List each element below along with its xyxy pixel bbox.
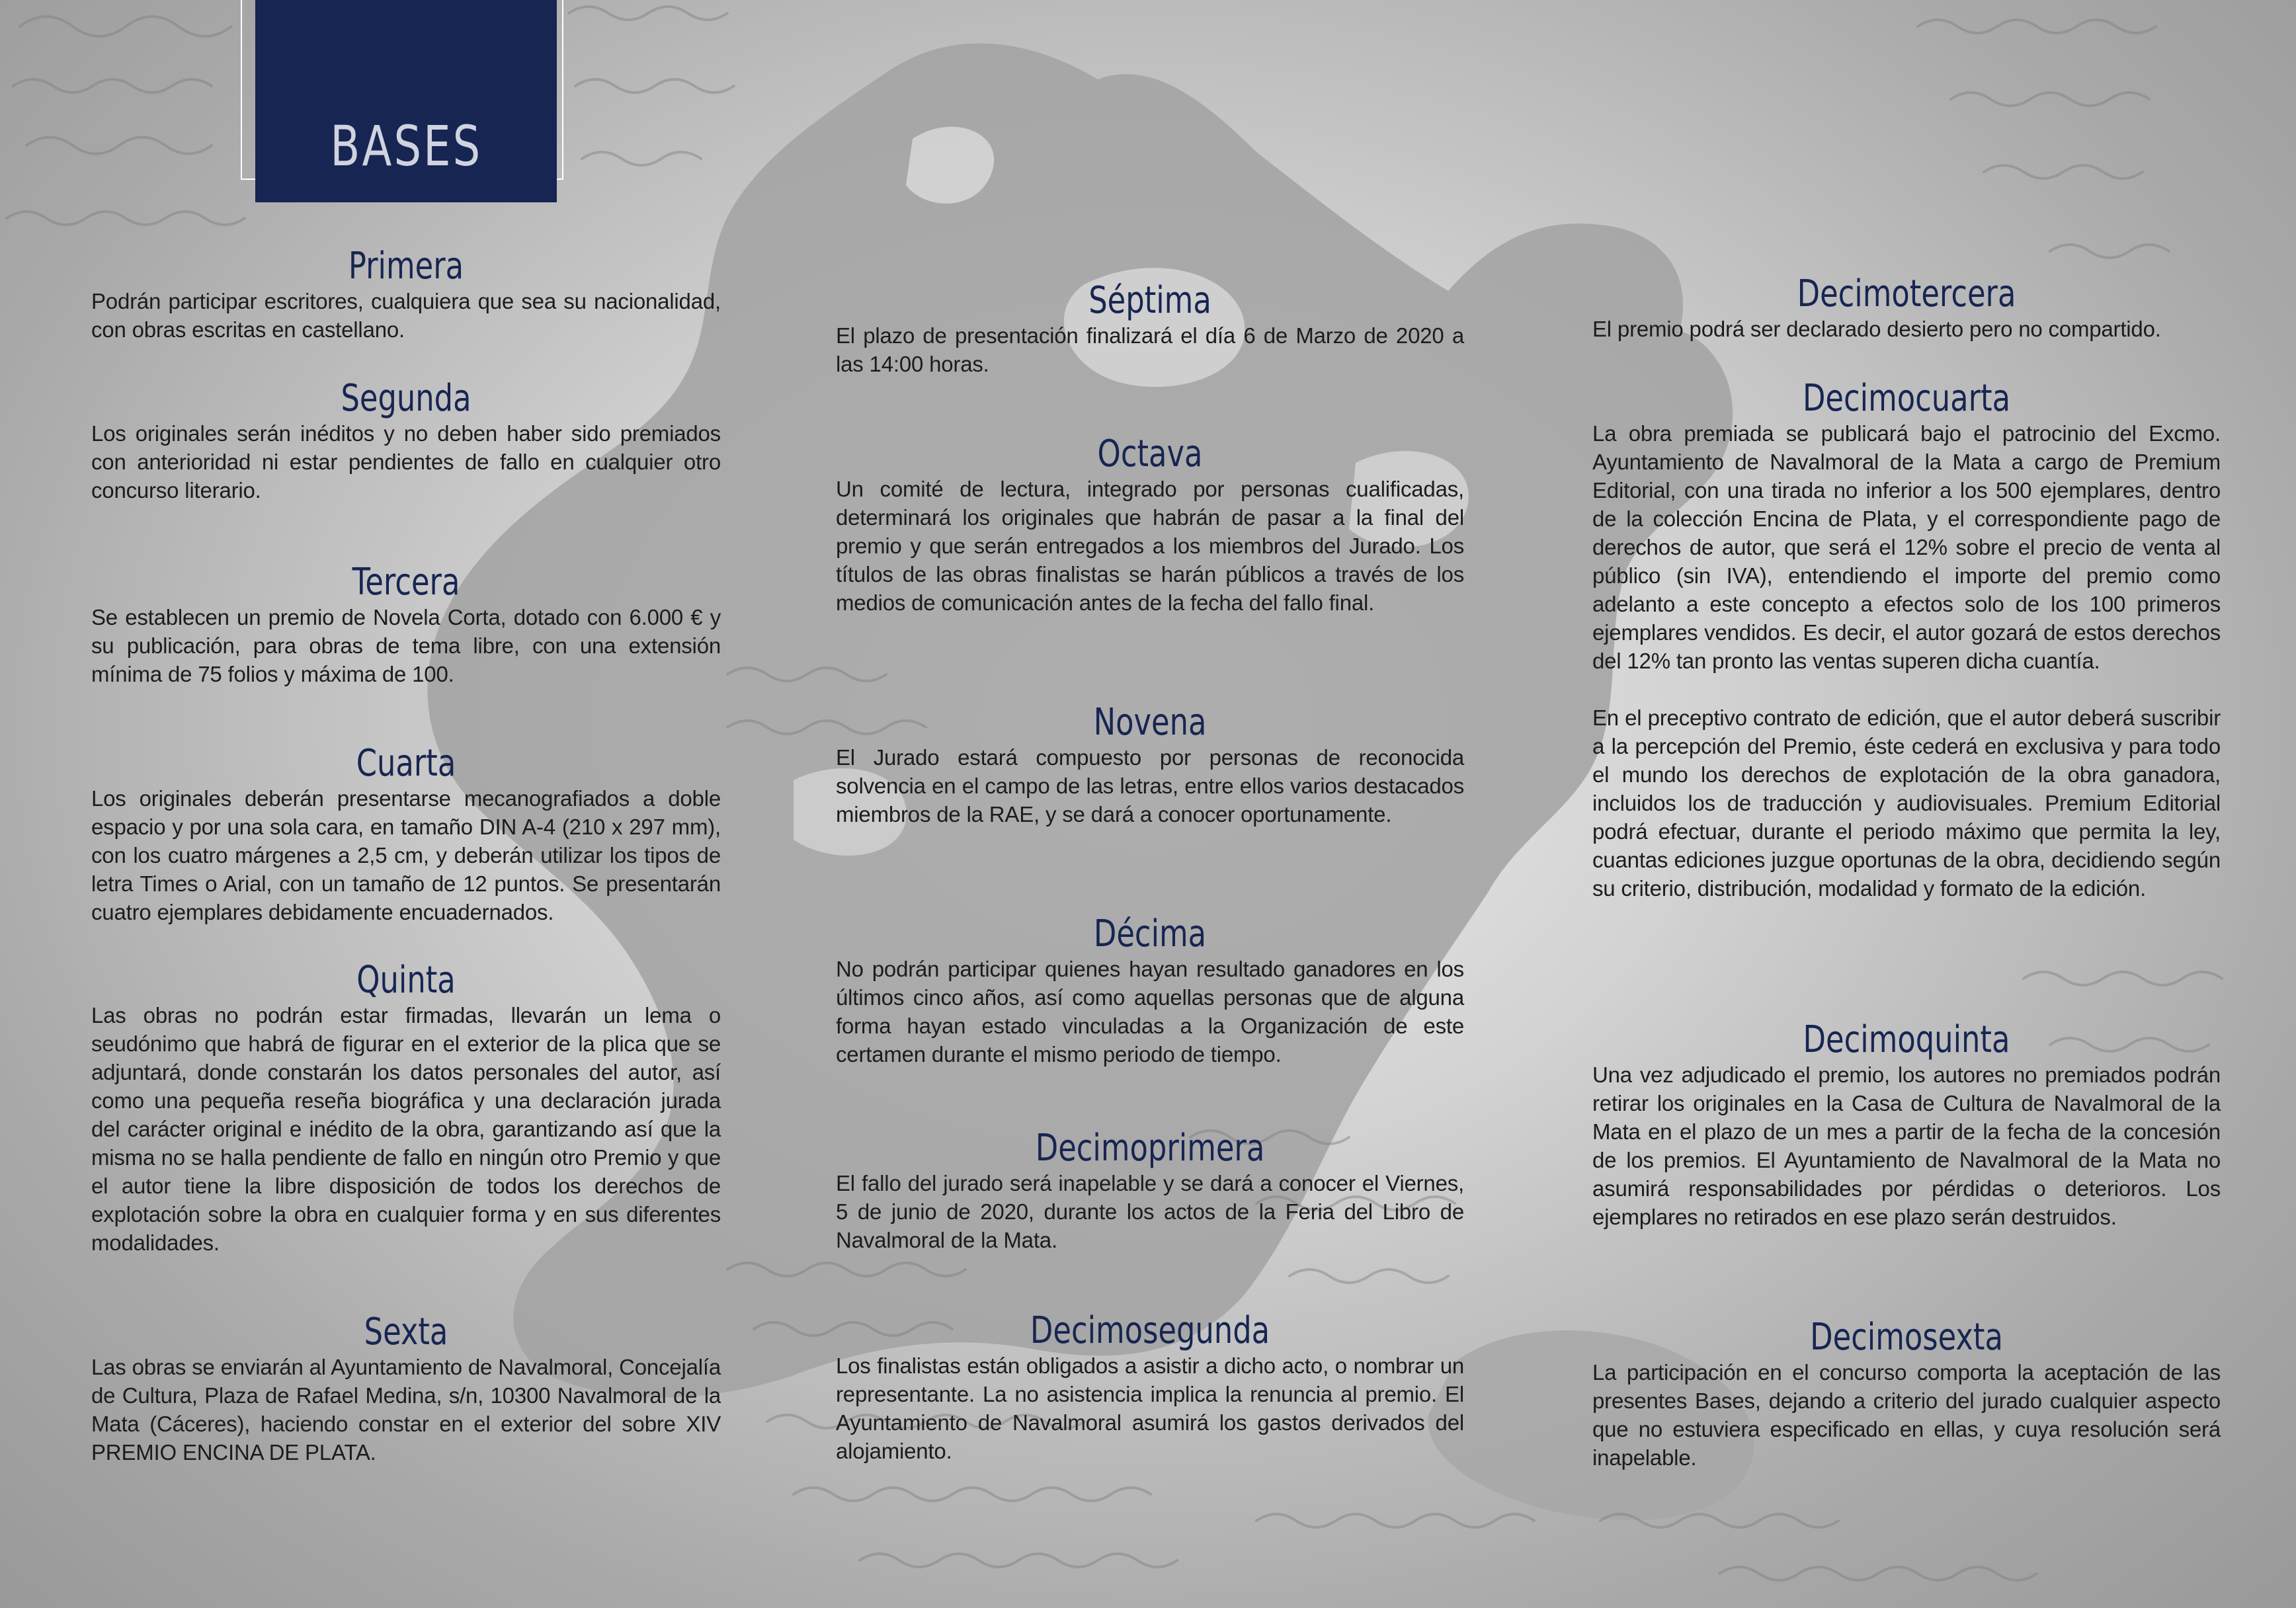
section-heading: Decimosexta bbox=[1810, 1316, 2003, 1359]
section-text: Los originales deberán presentarse mecanografiados a doble espacio y por una sola cara, en tamaño DIN A-4 (210 x 297 mm), con los cuatro márgenes a 2,5 cm, y deberán utilizar los tipos de letra Times o Arial, con un tamaño de 12 puntos. Se presentarán cuatro ejemplares debidamente encuadernados. bbox=[91, 786, 721, 924]
section-heading: Décima bbox=[1093, 912, 1207, 955]
section-text: Se establecen un premio de Novela Corta, dotado con 6.000 € y su publicación, para obras de tema libre, con una extensión mínima de 75 folios y máxima de 100. bbox=[91, 605, 721, 686]
section-tercera bbox=[91, 562, 721, 688]
section-heading: Cuarta bbox=[356, 742, 456, 785]
section-decimotercera bbox=[1592, 274, 2221, 343]
section-decimoquinta bbox=[1592, 1020, 2221, 1231]
section-decimosexta bbox=[1592, 1317, 2221, 1472]
section-text: El fallo del jurado será inapelable y se dará a conocer el Viernes, 5 de junio de 2020, durante los actos de la Feria del Libro de Navalmoral de la Mata. bbox=[836, 1171, 1464, 1252]
section-heading: Sexta bbox=[364, 1310, 448, 1353]
section-decimoprimera bbox=[836, 1128, 1464, 1254]
section-heading: Novena bbox=[1093, 701, 1207, 744]
section-text: Los finalistas están obligados a asistir a dicho acto, o nombrar un representante. La no asistencia implica la renuncia al premio. El Ayuntamiento de Navalmoral asumirá los gastos derivados del alojamiento. bbox=[836, 1353, 1464, 1463]
section-quinta bbox=[91, 960, 721, 1257]
section-segunda bbox=[91, 378, 721, 504]
section-heading: Primera bbox=[348, 245, 464, 288]
section-text: Una vez adjudicado el premio, los autores no premiados podrán retirar los originales en la Casa de Cultura de Navalmoral de la Mata en el plazo de un mes a partir de la fecha de la concesión de los premios. El Ayuntamiento de Navalmoral de la Mata no asumirá responsabilidades por pérdidas o deterioros. Los ejemplares no retirados en ese plazo serán destruidos. bbox=[1592, 1063, 2221, 1229]
section-septima bbox=[836, 280, 1464, 378]
section-heading: Decimoquinta bbox=[1803, 1018, 2010, 1061]
section-heading: Tercera bbox=[352, 561, 460, 604]
section-decimocuarta bbox=[1592, 378, 2221, 903]
section-novena bbox=[836, 702, 1464, 828]
page-title: BASES bbox=[330, 114, 482, 179]
section-heading: Decimocuarta bbox=[1802, 377, 2011, 420]
section-text: Podrán participar escritores, cualquiera que sea su nacionalidad, con obras escritas en castellano. bbox=[91, 289, 721, 342]
section-sexta bbox=[91, 1312, 721, 1467]
section-cuarta bbox=[91, 743, 721, 926]
section-text: El Jurado estará compuesto por personas de reconocida solvencia en el campo de las letras, entre ellos varios destacados miembros de la RAE, y se dará a conocer oportunamente. bbox=[836, 745, 1464, 826]
section-text: Los originales serán inéditos y no deben haber sido premiados con anterioridad ni estar pendientes de fallo en cualquier otro concurso literario. bbox=[91, 421, 721, 502]
section-text: El plazo de presentación finalizará el día 6 de Marzo de 2020 a las 14:00 horas. bbox=[836, 323, 1464, 376]
section-text: En el preceptivo contrato de edición, que el autor deberá suscribir a la percepción del Premio, éste cederá en exclusiva y para todo el mundo los derechos de explotación de la obra ganadora, incluidos los de traducción y audiovisuales. Premium Editorial podrá efectuar, durante el periodo máximo que permita la ley, cuantas ediciones juzgue oportunas de la obra, decidiendo según su criterio, distribución, modalidad y formato de la edición. bbox=[1592, 705, 2221, 901]
section-heading: Quinta bbox=[356, 959, 456, 1002]
section-octava bbox=[836, 434, 1464, 617]
section-text: No podrán participar quienes hayan resultado ganadores en los últimos cinco años, así como aquellas personas que de alguna forma hayan estado vinculadas a la Organización de este certamen durante el mismo periodo de tiempo. bbox=[836, 957, 1464, 1066]
title-box bbox=[255, 0, 557, 202]
section-decima bbox=[836, 914, 1464, 1068]
section-text: Un comité de lectura, integrado por personas cualificadas, determinará los originales que habrán de pasar a la final del premio y que serán entregados a los miembros del Jurado. Los títulos de las obras finalistas se harán públicos a través de los medios de comunicación antes de la fecha del fallo final. bbox=[836, 477, 1464, 615]
section-text: Las obras no podrán estar firmadas, llevarán un lema o seudónimo que habrá de figurar en el exterior de la plica que se adjuntará, donde constarán los datos personales del autor, así como una pequeña reseña biográfica y una declaración jurada del carácter original e inédito de la obra, garantizando así que la misma no se halla pendiente de fallo en ningún otro Premio y que el autor tiene la libre disposición de todos los derechos de explotación sobre la obra en cualquier forma y en sus diferentes modalidades. bbox=[91, 1003, 721, 1255]
section-primera bbox=[91, 246, 721, 344]
section-heading: Decimoprimera bbox=[1035, 1127, 1265, 1170]
section-decimosegunda bbox=[836, 1310, 1464, 1465]
section-heading: Segunda bbox=[341, 377, 472, 420]
section-heading: Decimosegunda bbox=[1030, 1309, 1270, 1352]
section-text: Las obras se enviarán al Ayuntamiento de Navalmoral, Concejalía de Cultura, Plaza de Rafael Medina, s/n, 10300 Navalmoral de la Mata (Cáceres), haciendo constar en el exterior del sobre XIV PREMIO ENCINA DE PLATA. bbox=[91, 1355, 721, 1465]
section-text: La participación en el concurso comporta la aceptación de las presentes Bases, dejando a criterio del jurado cualquier aspecto que no estuviera especificado en ellas, y cuya resolución será inapelable. bbox=[1592, 1360, 2221, 1470]
section-text: La obra premiada se publicará bajo el patrocinio del Excmo. Ayuntamiento de Navalmoral de la Mata a cargo de Premium Editorial, con una tirada no inferior a los 500 ejemplares, dentro de la colección Encina de Plata, y el correspondiente pago de derechos de autor, que será el 12% sobre el precio de venta al público (sin IVA), entendiendo el importe del premio como adelanto a este concepto a efectos solo de los 100 primeros ejemplares vendidos. Es decir, el autor gozará de estos derechos del 12% tan pronto las ventas superen dicha cuantía. bbox=[1592, 421, 2221, 673]
section-heading: Octava bbox=[1097, 432, 1203, 475]
section-heading: Séptima bbox=[1088, 279, 1211, 322]
section-heading: Decimotercera bbox=[1797, 272, 2016, 315]
section-text: El premio podrá ser declarado desierto pero no compartido. bbox=[1592, 317, 2161, 341]
